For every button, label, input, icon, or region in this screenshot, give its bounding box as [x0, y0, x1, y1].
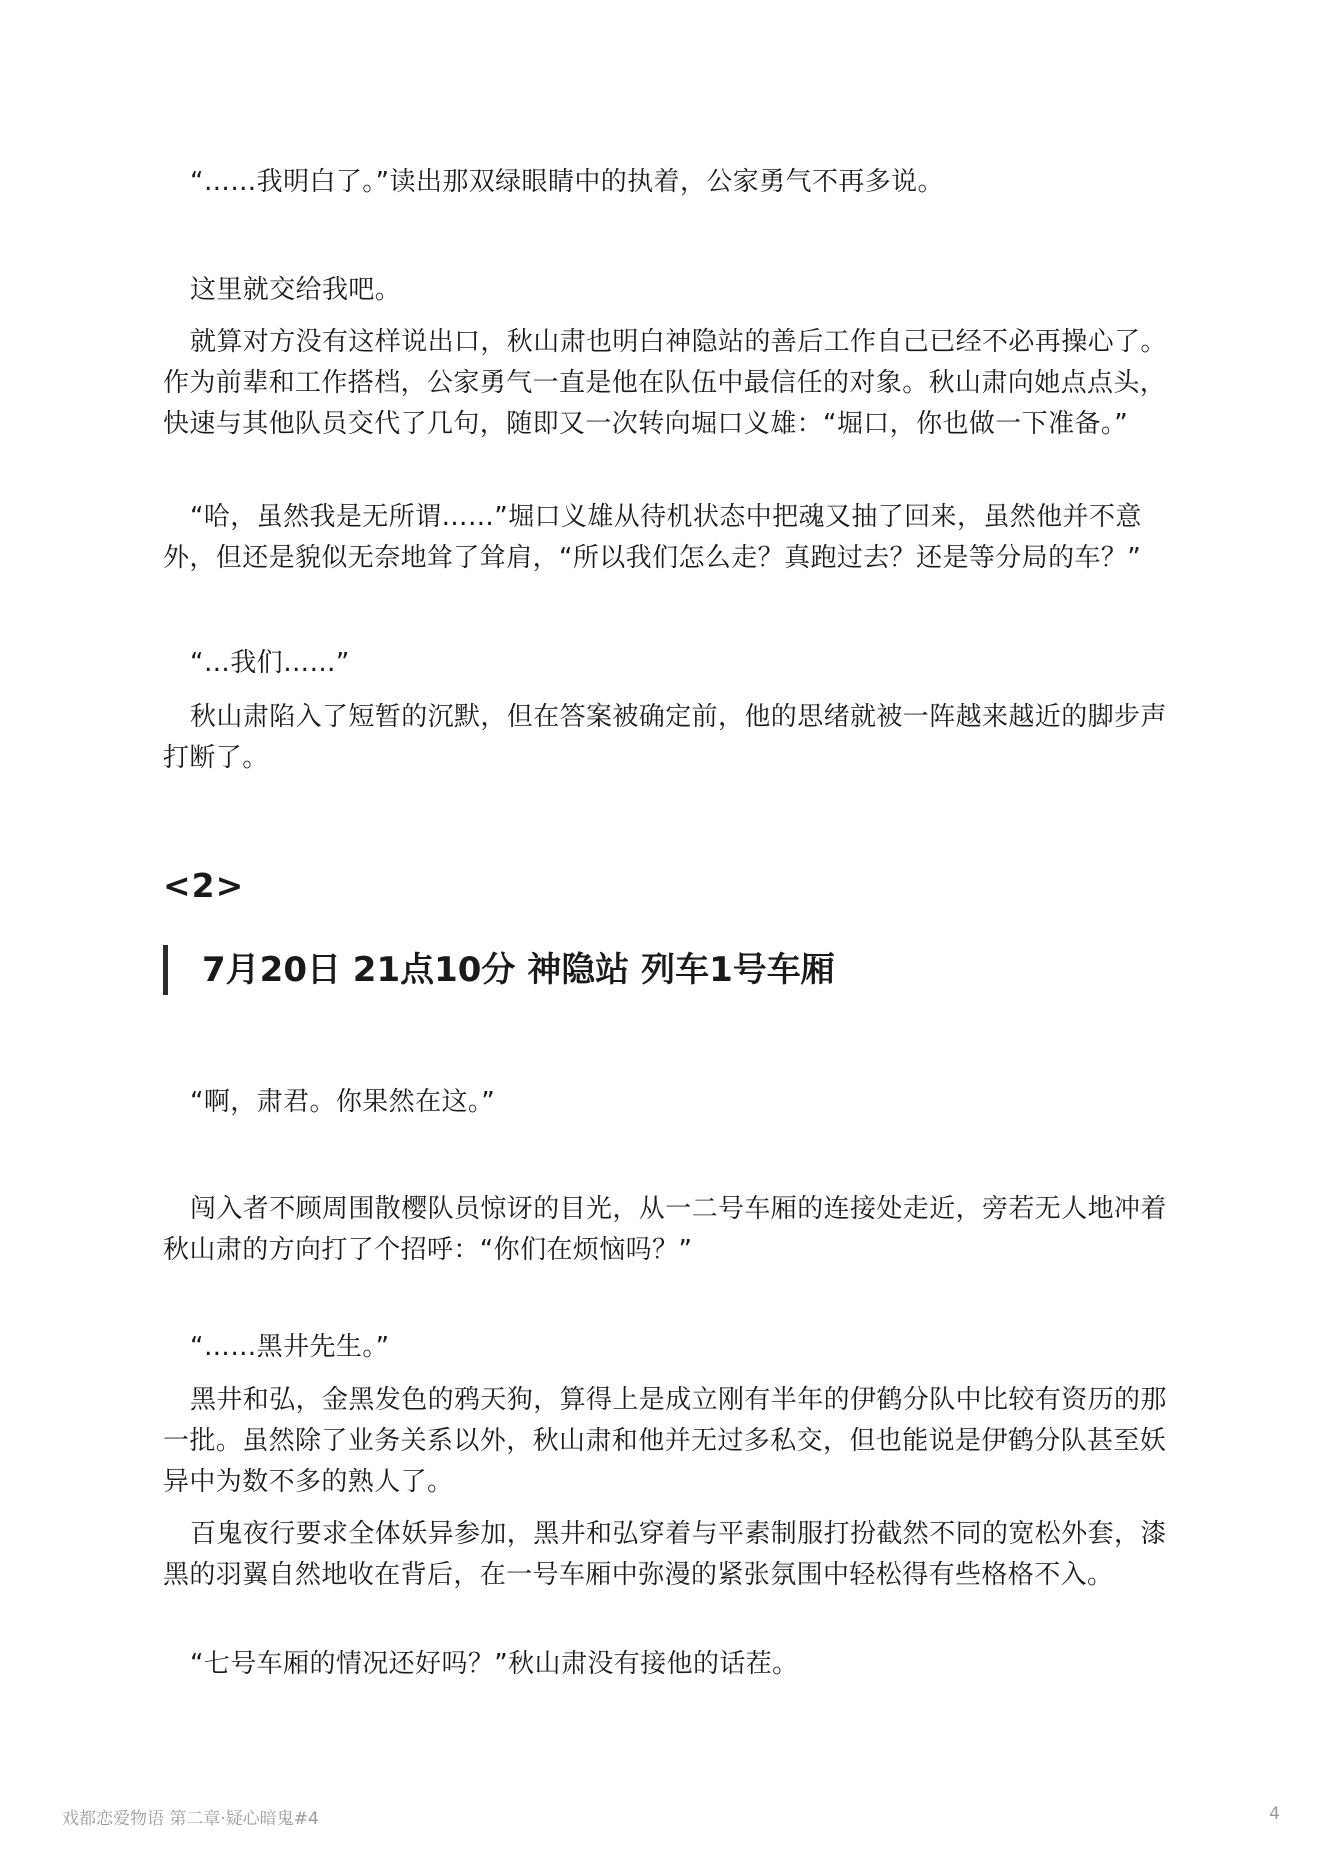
paragraph: 这里就交给我吧。: [190, 275, 402, 305]
paragraph: “哈，虽然我是无所谓……”堀口义雄从待机状态中把魂又抽了回来，虽然他并不意外，但还是貌似无奈地耸了耸肩，“所以我们怎么走？真跑过去？还是等分局的车？”: [163, 502, 1142, 573]
paragraph: 就算对方没有这样说出口，秋山肃也明白神隐站的善后工作自己已经不必再操心了。作为前辈和工作搭档，公家勇气一直是他在队伍中最信任的对象。秋山肃向她点点头，快速与其他队员交代了几句，随即又一次转向堀口义雄：“堀口，你也做一下准备。”: [163, 327, 1167, 439]
paragraph: “七号车厢的情况还好吗？”秋山肃没有接他的话茬。: [190, 1649, 799, 1679]
page-number: 4: [1269, 1804, 1280, 1824]
paragraph: “…我们……”: [190, 648, 350, 678]
paragraph: 百鬼夜行要求全体妖异参加，黑井和弘穿着与平素制服打扮截然不同的宽松外套，漆黑的羽翼自然地收在背后，在一号车厢中弥漫的紧张氛围中轻松得有些格格不入。: [163, 1519, 1167, 1590]
paragraph: “……我明白了。”读出那双绿眼睛中的执着，公家勇气不再多说。: [190, 167, 944, 197]
paragraph: “……黑井先生。”: [190, 1332, 390, 1362]
paragraph: “啊，肃君。你果然在这。”: [190, 1087, 496, 1117]
section-number: <2>: [163, 866, 245, 905]
footer-title: 戏都恋爱物语 第二章·疑心暗鬼#4: [62, 1809, 319, 1829]
paragraph: 秋山肃陷入了短暂的沉默，但在答案被确定前，他的思绪就被一阵越来越近的脚步声打断了。: [163, 702, 1167, 773]
section-heading: 7月20日 21点10分 神隐站 列车1号车厢: [163, 945, 835, 995]
paragraph: 闯入者不顾周围散樱队员惊讶的目光，从一二号车厢的连接处走近，旁若无人地冲着秋山肃的方向打了个招呼：“你们在烦恼吗？”: [163, 1194, 1167, 1265]
paragraph: 黑井和弘，金黑发色的鸦天狗，算得上是成立刚有半年的伊鹤分队中比较有资历的那一批。虽然除了业务关系以外，秋山肃和他并无过多私交，但也能说是伊鹤分队甚至妖异中为数不多的熟人了。: [163, 1385, 1167, 1497]
